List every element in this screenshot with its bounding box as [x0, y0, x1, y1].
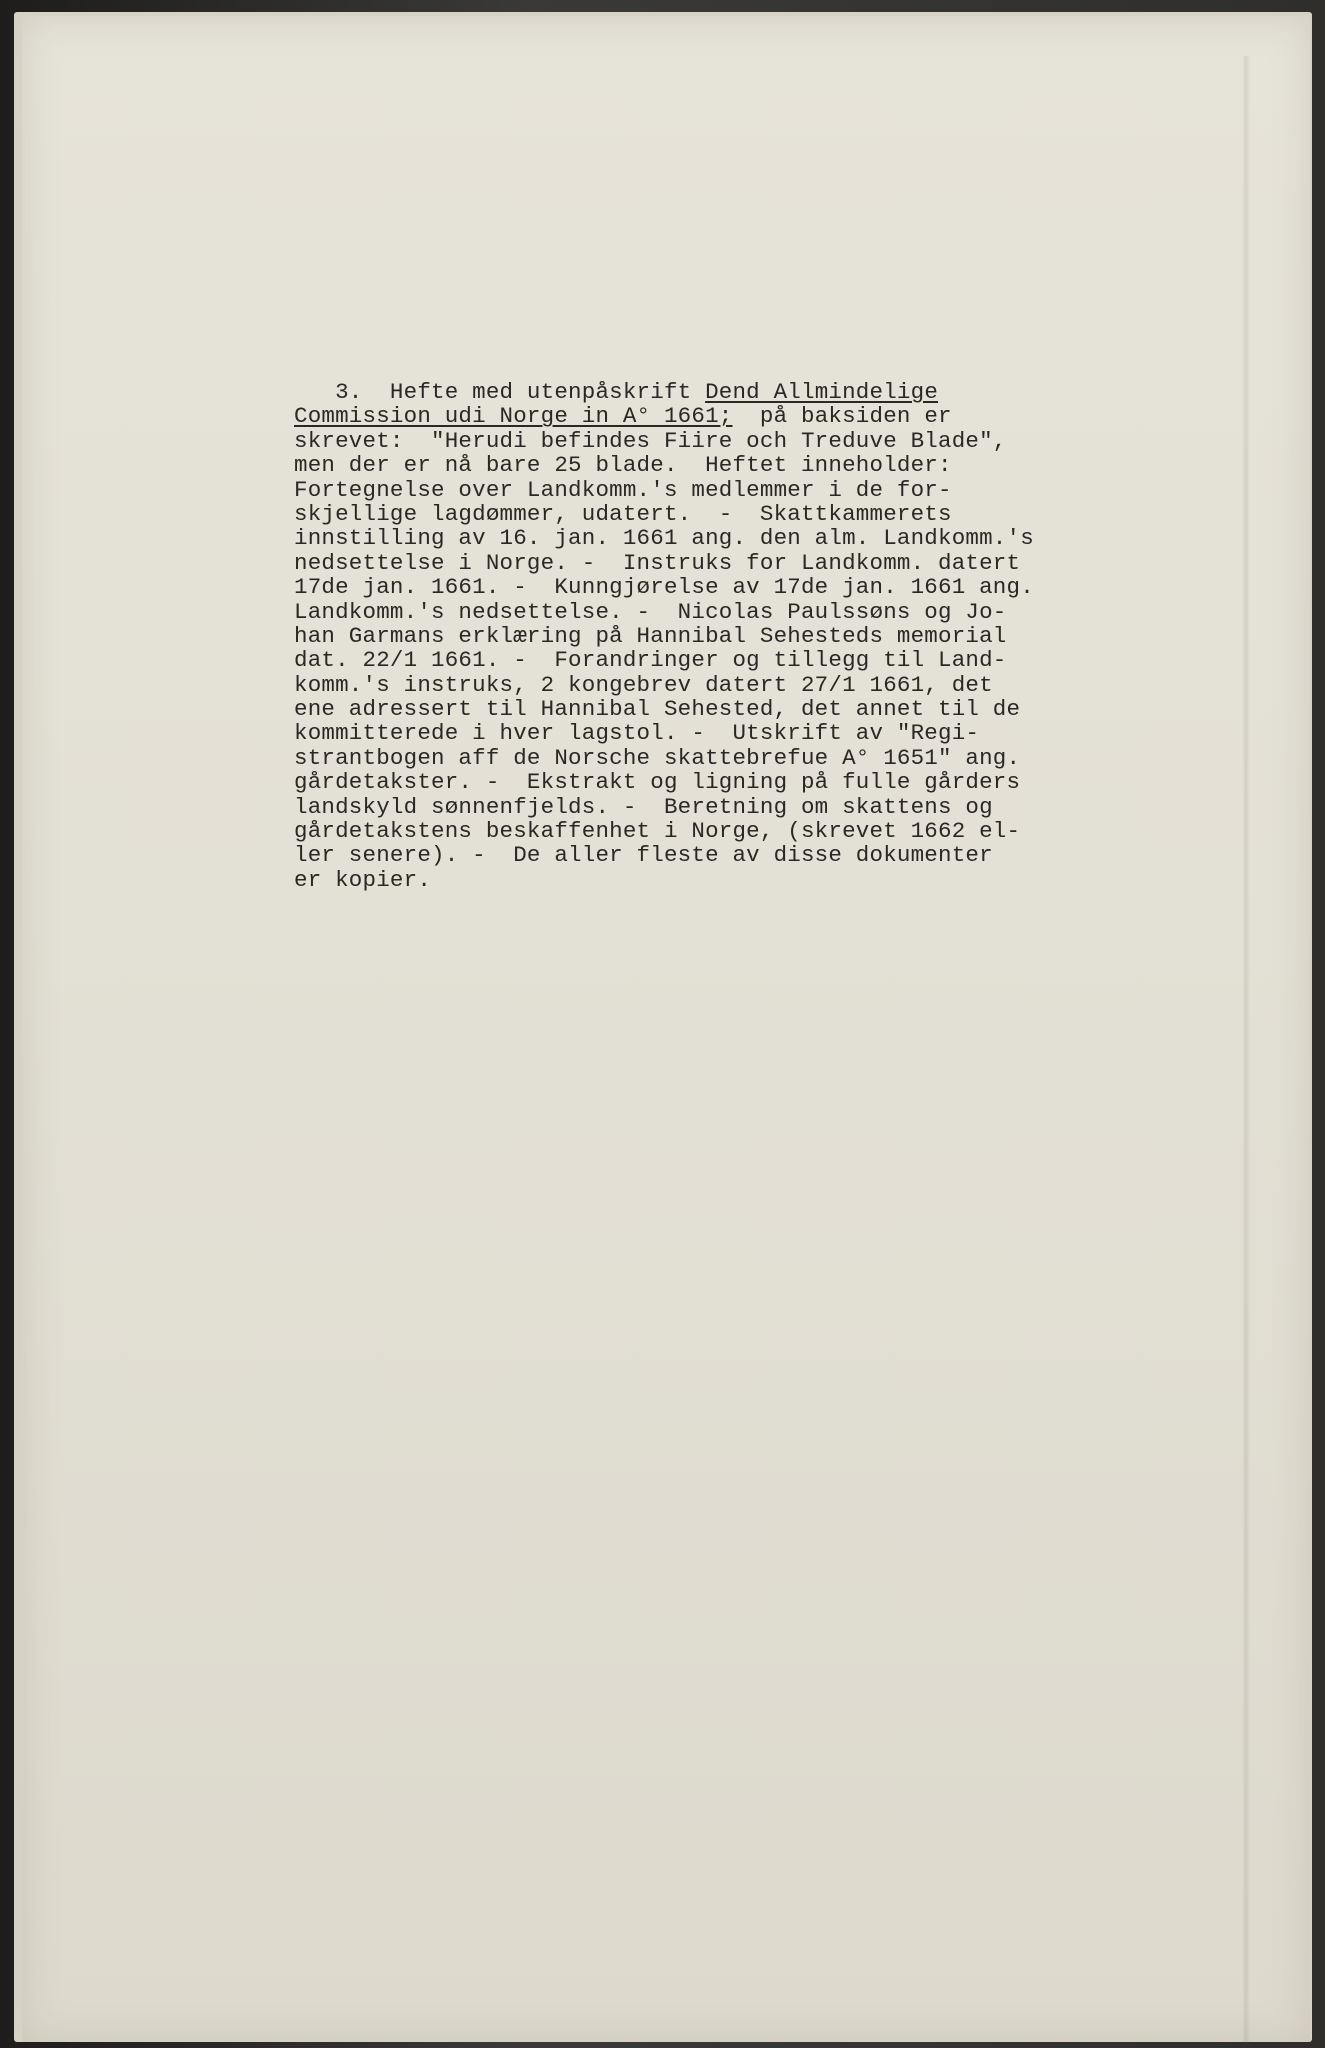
underlined-title-part-2: Commission udi Norge in A° 1661;: [294, 403, 733, 430]
underlined-title-part-1: Dend Allmindelige: [705, 379, 939, 405]
text-line-4: men der er nå bare 25 blade. Heftet inneholder:: [294, 452, 952, 479]
document-page: [22, 16, 1310, 2042]
text-line-6: skjellige lagdømmer, udatert. - Skattkammerets: [294, 500, 952, 527]
text-line-3: skrevet: "Herudi befindes Fiire och Treduve Blade",: [294, 427, 1007, 454]
typed-text-block: [294, 380, 1124, 892]
text-line-16: strantbogen aff de Norsche skattebrefue A° 1651" ang.: [294, 744, 1021, 771]
text-line-17: gårdetakster. - Ekstrakt og ligning på fulle gårders: [294, 769, 1021, 796]
text-line-20: ler senere). - De aller fleste av disse dokumenter: [294, 842, 993, 869]
text-line-15: kommitterede i hver lagstol. - Utskrift av "Regi-: [294, 720, 980, 747]
text-line-9: 17de jan. 1661. - Kunngjørelse av 17de jan. 1661 ang.: [294, 574, 1034, 601]
text-line-5: Fortegnelse over Landkomm.'s medlemmer i de for-: [294, 476, 952, 503]
text-line-10: Landkomm.'s nedsettelse. - Nicolas Paulssøns og Jo-: [294, 598, 1007, 625]
text-line-19: gårdetakstens beskaffenhet i Norge, (skrevet 1662 el-: [294, 818, 1021, 845]
text-line-7: innstilling av 16. jan. 1661 ang. den alm. Landkomm.'s: [294, 525, 1034, 552]
text-line-11: han Garmans erklæring på Hannibal Sehesteds memorial: [294, 622, 1007, 649]
text-line-8: nedsettelse i Norge. - Instruks for Landkomm. datert: [294, 549, 1021, 576]
page-fold: [1242, 56, 1250, 2046]
text-line-18: landskyld sønnenfjelds. - Beretning om skattens og: [294, 793, 993, 820]
text-line-14: ene adressert til Hannibal Sehested, det annet til de: [294, 696, 1021, 723]
text-line-13: komm.'s instruks, 2 kongebrev datert 27/1 1661, det: [294, 671, 993, 698]
text-line-12: dat. 22/1 1661. - Forandringer og tillegg til Land-: [294, 647, 1007, 674]
text-line-2: [294, 404, 1124, 428]
text-line-21: er kopier.: [294, 866, 432, 893]
text-line-2-end: på baksiden er: [732, 403, 952, 430]
text-line-1-start: 3. Hefte med utenpåskrift: [294, 379, 706, 405]
text-line-1: [294, 380, 1124, 404]
